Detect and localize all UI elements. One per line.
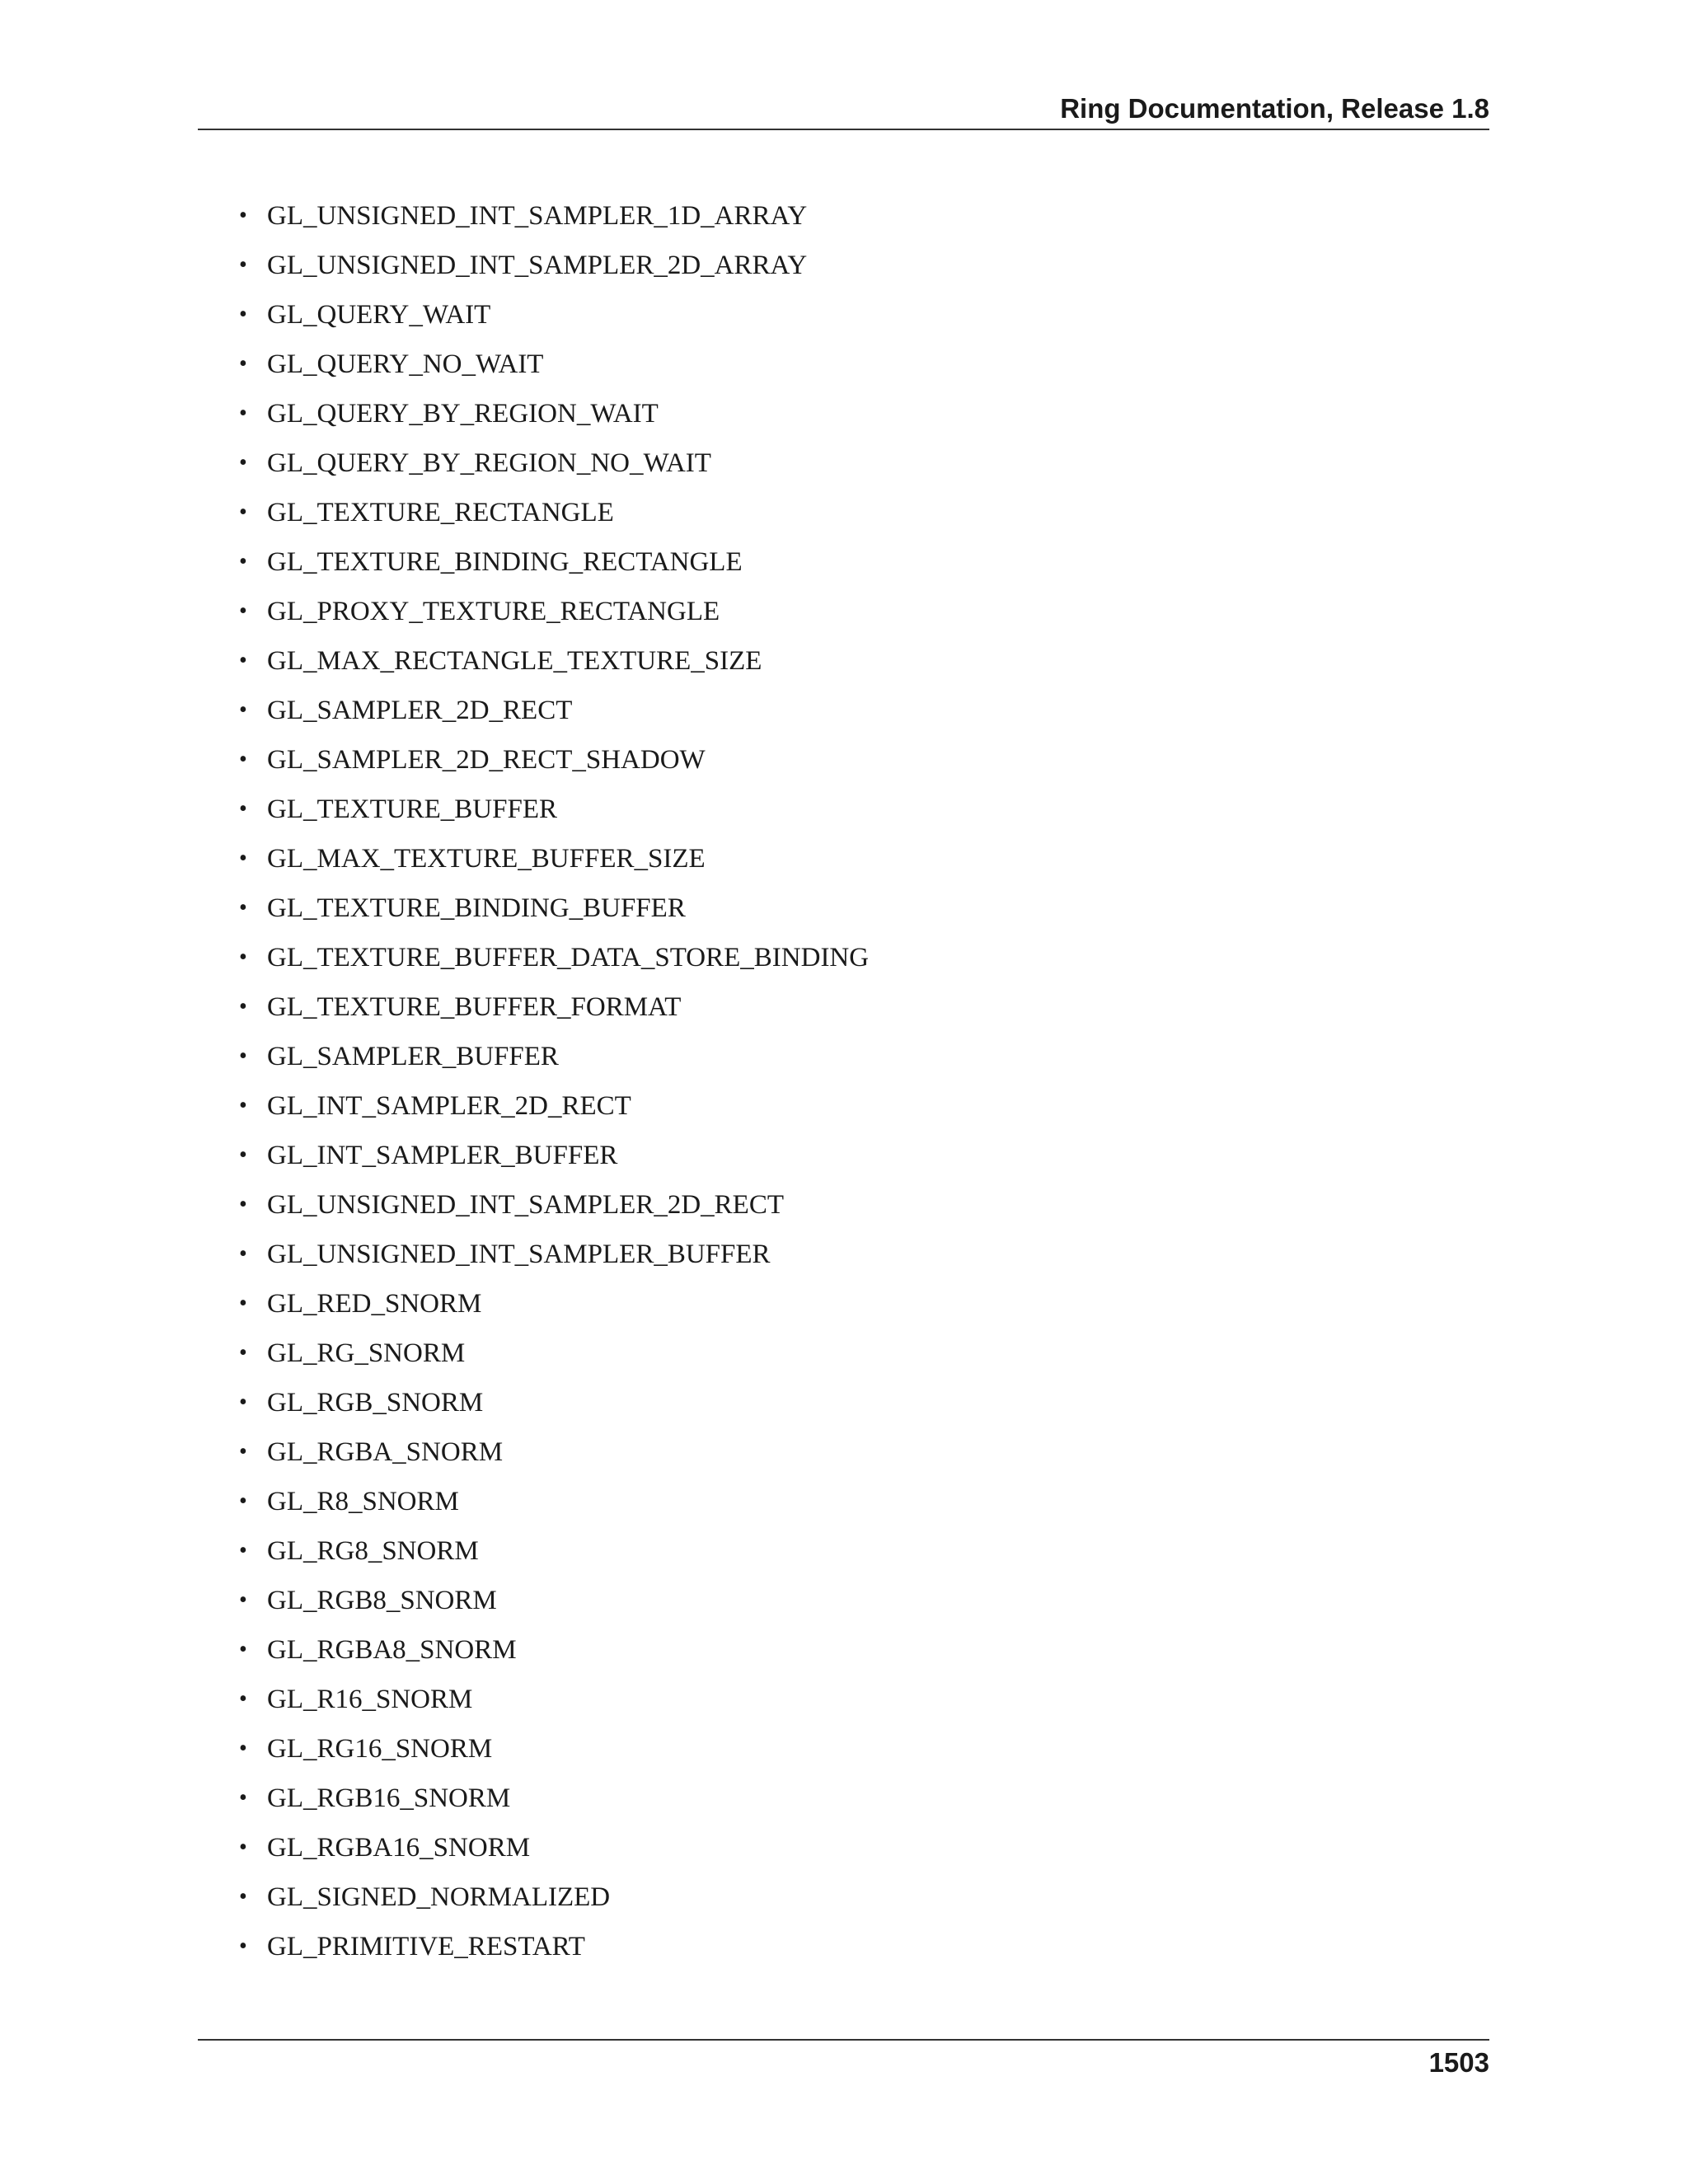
bullet-icon: •: [239, 401, 247, 426]
page-number: 1503: [1428, 2047, 1489, 2078]
bullet-icon: •: [239, 697, 247, 723]
bullet-icon: •: [239, 450, 247, 476]
constant-name: GL_RGBA16_SNORM: [267, 1833, 531, 1863]
bullet-icon: •: [239, 1291, 247, 1316]
constant-name: GL_TEXTURE_BUFFER_DATA_STORE_BINDING: [267, 943, 870, 972]
bullet-icon: •: [239, 1439, 247, 1465]
bullet-icon: •: [239, 1340, 247, 1366]
bullet-icon: •: [239, 1192, 247, 1217]
constant-name: GL_RGBA8_SNORM: [267, 1635, 517, 1665]
page-header: [198, 89, 1489, 130]
constant-name: GL_RG16_SNORM: [267, 1734, 493, 1764]
constant-name: GL_SIGNED_NORMALIZED: [267, 1882, 611, 1912]
constant-name: GL_RG8_SNORM: [267, 1536, 479, 1566]
bullet-icon: •: [239, 1785, 247, 1811]
constant-name: GL_TEXTURE_BUFFER: [267, 794, 558, 824]
bullet-icon: •: [239, 648, 247, 673]
constant-name: GL_RED_SNORM: [267, 1289, 482, 1319]
bullet-icon: •: [239, 1736, 247, 1761]
bullet-icon: •: [239, 1835, 247, 1860]
constant-name: GL_SAMPLER_2D_RECT: [267, 696, 573, 725]
bullet-icon: •: [239, 549, 247, 574]
constant-name: GL_SAMPLER_2D_RECT_SHADOW: [267, 745, 706, 775]
bullet-icon: •: [239, 1488, 247, 1514]
bullet-icon: •: [239, 994, 247, 1019]
bullet-icon: •: [239, 598, 247, 624]
bullet-icon: •: [239, 1390, 247, 1415]
footer-rule: [198, 2039, 1489, 2041]
bullet-icon: •: [239, 203, 247, 228]
constant-name: GL_PRIMITIVE_RESTART: [267, 1932, 585, 1961]
bullet-icon: •: [239, 1587, 247, 1613]
constant-name: GL_UNSIGNED_INT_SAMPLER_1D_ARRAY: [267, 201, 808, 231]
constant-name: GL_RGB8_SNORM: [267, 1586, 497, 1615]
bullet-icon: •: [239, 1637, 247, 1662]
bullet-icon: •: [239, 302, 247, 327]
constant-name: GL_QUERY_NO_WAIT: [267, 349, 544, 379]
constant-name: GL_MAX_TEXTURE_BUFFER_SIZE: [267, 844, 706, 874]
header-title: Ring Documentation, Release 1.8: [1060, 93, 1489, 124]
constant-name: GL_QUERY_BY_REGION_WAIT: [267, 399, 659, 429]
bullet-icon: •: [239, 1884, 247, 1910]
bullet-icon: •: [239, 1142, 247, 1168]
constant-name: GL_RGB_SNORM: [267, 1388, 484, 1418]
constant-name: GL_TEXTURE_BUFFER_FORMAT: [267, 992, 682, 1022]
constant-name: GL_R8_SNORM: [267, 1487, 459, 1516]
constant-name: GL_QUERY_BY_REGION_NO_WAIT: [267, 448, 711, 478]
constant-name: GL_INT_SAMPLER_BUFFER: [267, 1141, 618, 1170]
constant-name: GL_UNSIGNED_INT_SAMPLER_BUFFER: [267, 1240, 771, 1269]
constant-name: GL_SAMPLER_BUFFER: [267, 1042, 559, 1071]
constant-name: GL_TEXTURE_RECTANGLE: [267, 498, 614, 527]
bullet-icon: •: [239, 1538, 247, 1563]
constant-name: GL_PROXY_TEXTURE_RECTANGLE: [267, 597, 720, 626]
bullet-icon: •: [239, 1686, 247, 1712]
constant-name: GL_RGB16_SNORM: [267, 1783, 511, 1813]
constant-name: GL_INT_SAMPLER_2D_RECT: [267, 1091, 631, 1121]
bullet-icon: •: [239, 944, 247, 970]
constant-name: GL_QUERY_WAIT: [267, 300, 491, 330]
bullet-icon: •: [239, 1043, 247, 1069]
bullet-icon: •: [239, 1933, 247, 1959]
bullet-icon: •: [239, 846, 247, 871]
constant-name: GL_RGBA_SNORM: [267, 1437, 504, 1467]
constant-name: GL_TEXTURE_BINDING_RECTANGLE: [267, 547, 743, 577]
bullet-icon: •: [239, 796, 247, 822]
bullet-icon: •: [239, 1241, 247, 1267]
bullet-icon: •: [239, 351, 247, 377]
constant-name: GL_RG_SNORM: [267, 1338, 466, 1368]
bullet-icon: •: [239, 895, 247, 921]
constant-name: GL_UNSIGNED_INT_SAMPLER_2D_RECT: [267, 1190, 784, 1220]
constant-name: GL_TEXTURE_BINDING_BUFFER: [267, 893, 686, 923]
bullet-icon: •: [239, 1093, 247, 1118]
bullet-icon: •: [239, 499, 247, 525]
constant-name: GL_UNSIGNED_INT_SAMPLER_2D_ARRAY: [267, 251, 808, 280]
bullet-icon: •: [239, 252, 247, 278]
bullet-icon: •: [239, 747, 247, 772]
constant-name: GL_MAX_RECTANGLE_TEXTURE_SIZE: [267, 646, 762, 676]
constant-name: GL_R16_SNORM: [267, 1685, 473, 1714]
